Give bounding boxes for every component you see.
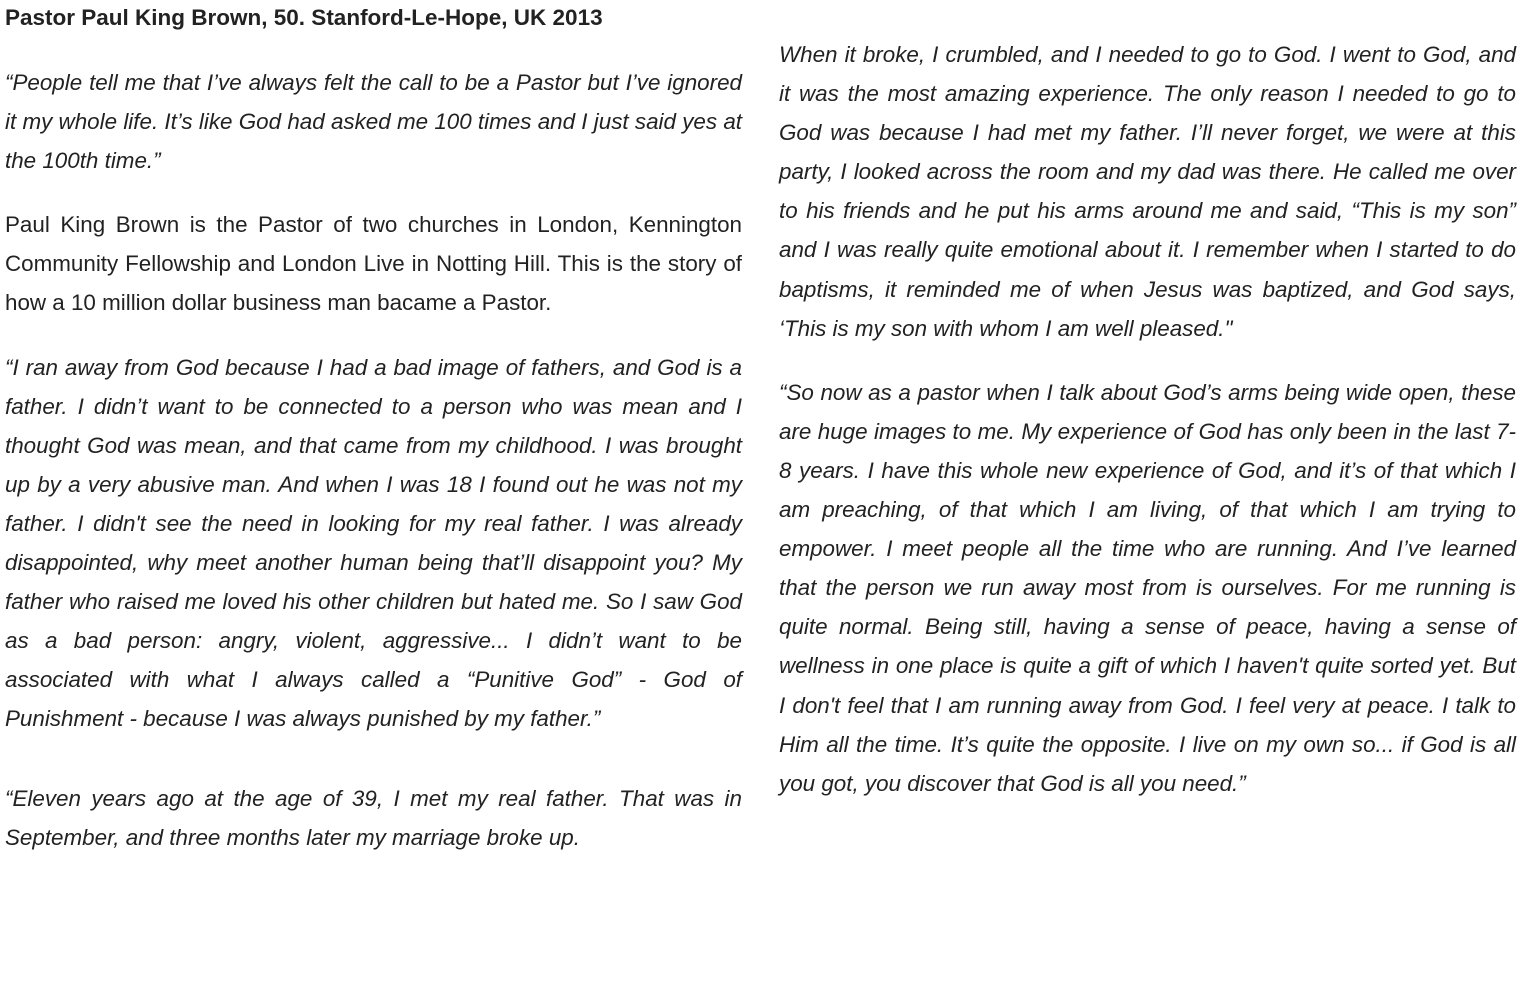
quote-paragraph-real-father: “Eleven years ago at the age of 39, I met my real father. That was in September, and three months later my marriage broke up. (5, 785, 742, 850)
intro-paragraph: Paul King Brown is the Pastor of two churches in London, Kennington Community Fellowship and London Live in Notting Hill. This is the story of how a 10 million dollar business man bacame a Pastor. (5, 212, 742, 316)
left-column (5, 63, 742, 857)
quote-paragraph-pastor: “So now as a pastor when I talk about God’s arms being wide open, these are huge images to me. My experience of God has only been in the last 7-8 years. I have this whole new experience of God, and it’s of that which I am preaching, of that which I am living, of that which I am trying to empower. I meet people all the time who are running. And I’ve learned that the person we run away most from is ourselves. For me running is quite normal. Being still, having a sense of peace, having a sense of wellness in one place is quite a gift of which I haven't quite sorted yet. But I don't feel that I am running away from God. I feel very at peace. I talk to Him all the time. It’s quite the opposite. I live on my own so... if God is all you got, you discover that God is all you need.” (779, 379, 1516, 796)
opening-quote: “People tell me that I’ve always felt the call to be a Pastor but I’ve ignored it my whole life. It’s like God had asked me 100 times and I just said yes at the 100th time.” (5, 70, 742, 174)
quote-paragraph-fathers: “I ran away from God because I had a bad image of fathers, and God is a father. I didn’t want to be connected to a person who was mean and I thought God was mean, and that came from my childhood. I was brought up by a very abusive man. And when I was 18 I found out he was not my father. I didn't see the need in looking for my real father. I was already disappointed, why meet another human being that’ll disappoint you? My father who raised me loved his other children but hated me. So I saw God as a bad person: angry, violent, aggressive... I didn’t want to be associated with what I always called a “Punitive God” - God of Punishment - because I was always punished by my father.” (5, 354, 742, 732)
quote-paragraph-broke: When it broke, I crumbled, and I needed to go to God. I went to God, and it was the most amazing experience. The only reason I needed to go to God was because I had met my father. I’ll never forget, we were at this party, I looked across the room and my dad was there. He called me over to his friends and he put his arms around me and said, “This is my son” and I was really quite emotional about it. I remember when I started to do baptisms, it reminded me of when Jesus was baptized, and God says, ‘This is my son with whom I am well pleased." (779, 42, 1516, 341)
right-column (779, 35, 1516, 803)
article-title: Pastor Paul King Brown, 50. Stanford-Le-Hope, UK 2013 (5, 5, 603, 30)
